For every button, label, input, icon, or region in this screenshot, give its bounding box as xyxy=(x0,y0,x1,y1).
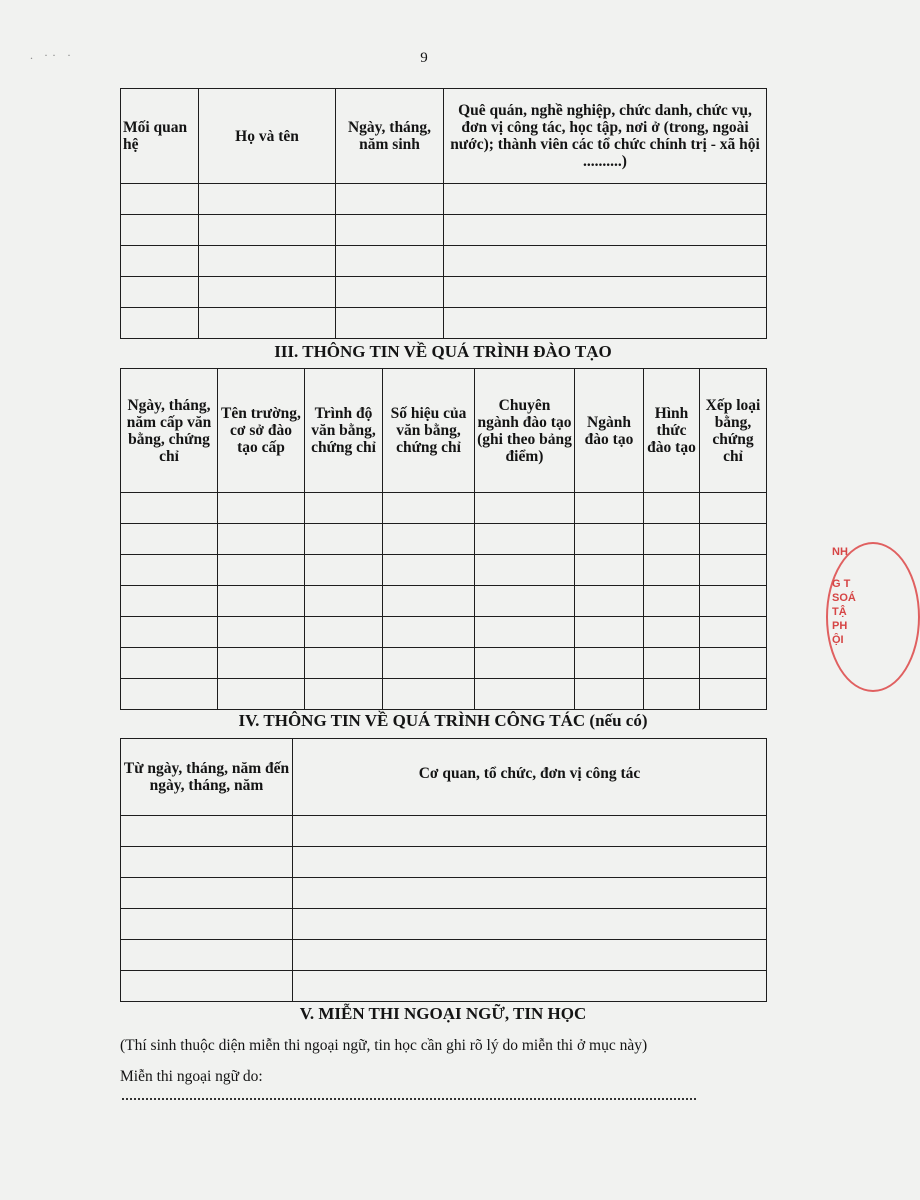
header-training-form: Hình thức đào tạo xyxy=(644,369,700,493)
empty-cell[interactable] xyxy=(199,184,336,215)
empty-cell[interactable] xyxy=(336,308,444,339)
empty-cell[interactable] xyxy=(644,493,700,524)
empty-cell[interactable] xyxy=(293,878,767,909)
training-table xyxy=(120,368,767,710)
empty-cell[interactable] xyxy=(293,909,767,940)
empty-cell[interactable] xyxy=(475,524,575,555)
exemption-note: (Thí sinh thuộc diện miễn thi ngoại ngữ, tin học cần ghi rõ lý do miễn thi ở mục này) xyxy=(120,1037,648,1054)
empty-cell[interactable] xyxy=(700,524,767,555)
table-row xyxy=(121,679,767,710)
empty-cell[interactable] xyxy=(305,617,383,648)
table-row xyxy=(121,586,767,617)
stamp-line: ỘI xyxy=(832,634,844,646)
header-details: Quê quán, nghề nghiệp, chức danh, chức vụ, đơn vị công tác, học tập, nơi ở (trong, ngoài nước); thành viên các tổ chức chính trị - xã hội ..........) xyxy=(444,89,767,184)
stamp-line: TẬ xyxy=(832,606,847,618)
empty-cell[interactable] xyxy=(383,617,475,648)
empty-cell[interactable] xyxy=(700,555,767,586)
empty-cell[interactable] xyxy=(444,215,767,246)
header-school-name: Tên trường, cơ sở đào tạo cấp xyxy=(218,369,305,493)
table-row xyxy=(121,617,767,648)
empty-cell[interactable] xyxy=(121,679,218,710)
table-row xyxy=(121,184,767,215)
empty-cell[interactable] xyxy=(383,493,475,524)
empty-cell[interactable] xyxy=(700,679,767,710)
empty-cell[interactable] xyxy=(218,493,305,524)
empty-cell[interactable] xyxy=(444,277,767,308)
empty-cell[interactable] xyxy=(121,878,293,909)
empty-cell[interactable] xyxy=(305,586,383,617)
empty-cell[interactable] xyxy=(121,940,293,971)
header-specialization: Chuyên ngành đào tạo (ghi theo bảng điểm) xyxy=(475,369,575,493)
empty-cell[interactable] xyxy=(336,184,444,215)
empty-cell[interactable] xyxy=(700,493,767,524)
section-training-title: III. THÔNG TIN VỀ QUÁ TRÌNH ĐÀO TẠO xyxy=(274,342,612,361)
empty-cell[interactable] xyxy=(644,679,700,710)
empty-cell[interactable] xyxy=(575,679,644,710)
header-organization: Cơ quan, tổ chức, đơn vị công tác xyxy=(293,739,767,816)
header-full-name: Họ và tên xyxy=(199,89,336,184)
empty-cell[interactable] xyxy=(121,524,218,555)
empty-cell[interactable] xyxy=(121,184,199,215)
empty-cell[interactable] xyxy=(475,617,575,648)
empty-cell[interactable] xyxy=(700,648,767,679)
empty-cell[interactable] xyxy=(700,586,767,617)
table-row xyxy=(121,847,767,878)
table-row xyxy=(121,555,767,586)
table-row xyxy=(121,909,767,940)
empty-cell[interactable] xyxy=(305,648,383,679)
empty-cell[interactable] xyxy=(475,648,575,679)
empty-cell[interactable] xyxy=(336,277,444,308)
empty-cell[interactable] xyxy=(383,555,475,586)
section-exemption-title: V. MIỄN THI NGOẠI NGỮ, TIN HỌC xyxy=(299,1004,587,1023)
stamp-line: NH xyxy=(832,546,848,558)
empty-cell[interactable] xyxy=(121,308,199,339)
empty-cell[interactable] xyxy=(121,586,218,617)
empty-cell[interactable] xyxy=(121,617,218,648)
table-row xyxy=(121,524,767,555)
empty-cell[interactable] xyxy=(475,493,575,524)
empty-cell[interactable] xyxy=(444,184,767,215)
empty-cell[interactable] xyxy=(293,940,767,971)
table-row xyxy=(121,816,767,847)
empty-cell[interactable] xyxy=(218,617,305,648)
table-row xyxy=(121,971,767,1002)
empty-cell[interactable] xyxy=(218,524,305,555)
header-issue-date: Ngày, tháng, năm cấp văn bằng, chứng chỉ xyxy=(121,369,218,493)
empty-cell[interactable] xyxy=(644,524,700,555)
empty-cell[interactable] xyxy=(644,648,700,679)
header-relationship: Mối quan hệ xyxy=(121,89,199,184)
empty-cell[interactable] xyxy=(575,648,644,679)
empty-cell[interactable] xyxy=(383,524,475,555)
empty-cell[interactable] xyxy=(199,246,336,277)
stamp-line: G T xyxy=(832,578,851,590)
family-table xyxy=(120,88,767,339)
empty-cell[interactable] xyxy=(444,246,767,277)
empty-cell[interactable] xyxy=(293,847,767,878)
empty-cell[interactable] xyxy=(383,679,475,710)
empty-cell[interactable] xyxy=(575,555,644,586)
section-work-title: IV. THÔNG TIN VỀ QUÁ TRÌNH CÔNG TÁC (nếu có) xyxy=(238,711,648,730)
page-number: 9 xyxy=(420,50,428,66)
empty-cell[interactable] xyxy=(644,586,700,617)
foreign-language-label: Miễn thi ngoại ngữ do: xyxy=(120,1068,263,1085)
table-row xyxy=(121,940,767,971)
empty-cell[interactable] xyxy=(644,617,700,648)
empty-cell[interactable] xyxy=(383,586,475,617)
empty-cell[interactable] xyxy=(121,555,218,586)
header-degree-number: Số hiệu của văn bằng, chứng chỉ xyxy=(383,369,475,493)
header-degree-level: Trình độ văn bằng, chứng chỉ xyxy=(305,369,383,493)
empty-cell[interactable] xyxy=(305,555,383,586)
empty-cell[interactable] xyxy=(575,493,644,524)
table-row xyxy=(121,648,767,679)
red-stamp xyxy=(814,540,874,690)
header-classification: Xếp loại bằng, chứng chỉ xyxy=(700,369,767,493)
empty-cell[interactable] xyxy=(475,679,575,710)
empty-cell[interactable] xyxy=(444,308,767,339)
empty-cell[interactable] xyxy=(121,493,218,524)
work-table xyxy=(120,738,767,1002)
table-row xyxy=(121,878,767,909)
table-row xyxy=(121,246,767,277)
header-field: Ngành đào tạo xyxy=(575,369,644,493)
empty-cell[interactable] xyxy=(305,679,383,710)
header-birth-date: Ngày, tháng, năm sinh xyxy=(336,89,444,184)
table-row xyxy=(121,493,767,524)
empty-cell[interactable] xyxy=(199,308,336,339)
empty-cell[interactable] xyxy=(475,586,575,617)
empty-cell[interactable] xyxy=(218,555,305,586)
empty-cell[interactable] xyxy=(575,617,644,648)
empty-cell[interactable] xyxy=(121,816,293,847)
header-period: Từ ngày, tháng, năm đến ngày, tháng, năm xyxy=(121,739,293,816)
empty-cell[interactable] xyxy=(293,816,767,847)
table-row xyxy=(121,308,767,339)
table-row xyxy=(121,215,767,246)
empty-cell[interactable] xyxy=(199,215,336,246)
empty-cell[interactable] xyxy=(293,971,767,1002)
empty-cell[interactable] xyxy=(121,246,199,277)
empty-cell[interactable] xyxy=(575,524,644,555)
stamp-line: PH xyxy=(832,620,848,632)
empty-cell[interactable] xyxy=(199,277,336,308)
empty-cell[interactable] xyxy=(336,215,444,246)
empty-cell[interactable] xyxy=(121,215,199,246)
empty-cell[interactable] xyxy=(121,648,218,679)
empty-cell[interactable] xyxy=(305,493,383,524)
empty-cell[interactable] xyxy=(121,847,293,878)
empty-cell[interactable] xyxy=(121,277,199,308)
empty-cell[interactable] xyxy=(336,246,444,277)
scan-marks: . ·· · xyxy=(30,48,75,62)
empty-cell[interactable] xyxy=(218,679,305,710)
empty-cell[interactable] xyxy=(575,586,644,617)
empty-cell[interactable] xyxy=(700,617,767,648)
empty-cell[interactable] xyxy=(305,524,383,555)
empty-cell[interactable] xyxy=(383,648,475,679)
empty-cell[interactable] xyxy=(121,909,293,940)
table-row xyxy=(121,277,767,308)
empty-cell[interactable] xyxy=(218,586,305,617)
empty-cell[interactable] xyxy=(644,555,700,586)
empty-cell[interactable] xyxy=(218,648,305,679)
stamp-line: SOÁ xyxy=(832,592,856,604)
dotted-answer-line[interactable] xyxy=(122,1098,696,1100)
empty-cell[interactable] xyxy=(475,555,575,586)
empty-cell[interactable] xyxy=(121,971,293,1002)
